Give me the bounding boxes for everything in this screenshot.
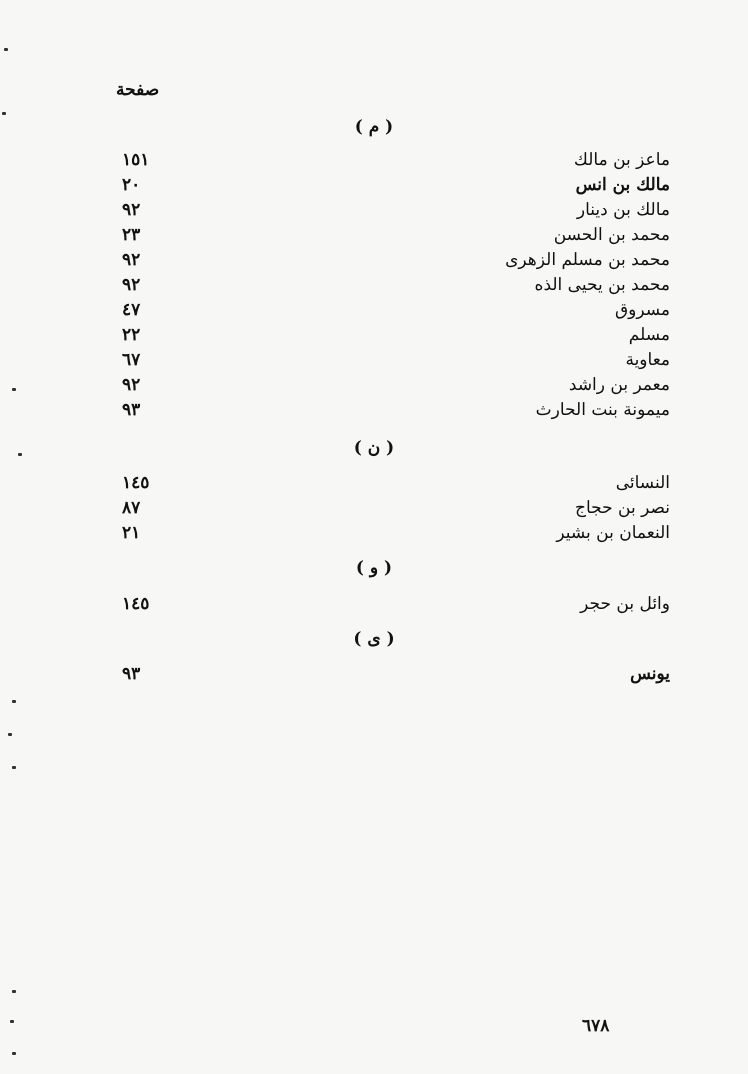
scan-speck	[12, 388, 16, 391]
entry-page: ٢١	[122, 523, 141, 543]
index-entry	[0, 325, 748, 351]
entry-name: مالك بن دينار	[576, 200, 670, 220]
index-entry	[0, 473, 748, 499]
index-entry	[0, 175, 748, 201]
index-entry	[0, 350, 748, 376]
page-column-header: صفحة	[116, 80, 160, 100]
entry-page: ٩٢	[122, 250, 141, 270]
index-entry	[0, 225, 748, 251]
entry-page: ٦٧	[122, 350, 141, 370]
scan-speck	[2, 112, 6, 115]
entry-page: ٩٣	[122, 664, 141, 684]
scan-speck	[12, 990, 16, 993]
index-entry	[0, 375, 748, 401]
entry-name: وائل بن حجر	[580, 594, 670, 614]
entry-name: مسروق	[614, 300, 670, 320]
entry-name: النعمان بن بشير	[556, 523, 670, 543]
scan-speck	[8, 733, 12, 736]
entry-page: ٩٣	[122, 400, 141, 420]
index-entry	[0, 594, 748, 620]
entry-page: ٢٠	[122, 175, 141, 195]
section-heading-ya: ( ى )	[353, 629, 395, 649]
entry-page: ٢٣	[122, 225, 141, 245]
page-number: ٦٧٨	[582, 1016, 610, 1036]
index-entry	[0, 300, 748, 326]
index-entry	[0, 250, 748, 276]
index-entry	[0, 498, 748, 524]
index-entry	[0, 200, 748, 226]
entry-name: معمر بن راشد	[568, 375, 670, 395]
entry-page: ٨٧	[122, 498, 141, 518]
entry-page: ١٤٥	[122, 594, 150, 614]
index-entry	[0, 275, 748, 301]
section-heading-noon: ( ن )	[353, 438, 395, 458]
scan-speck	[10, 1020, 14, 1023]
section-heading-waw: ( و )	[355, 558, 393, 578]
index-entry	[0, 523, 748, 549]
scan-speck	[18, 453, 22, 456]
section-heading-meem: ( م )	[354, 117, 394, 137]
entry-name: النسائى	[615, 473, 670, 493]
entry-page: ٢٢	[122, 325, 141, 345]
entry-name: ماعز بن مالك	[573, 150, 670, 170]
entry-name: محمد بن يحيى الذه	[534, 275, 670, 295]
entry-page: ٩٢	[122, 200, 141, 220]
entry-name: محمد بن الحسن	[553, 225, 670, 245]
entry-name: محمد بن مسلم الزهرى	[505, 250, 670, 270]
scan-speck	[12, 766, 16, 769]
entry-page: ١٤٥	[122, 473, 150, 493]
entry-name: مالك بن انس	[575, 175, 670, 195]
entry-page: ٤٧	[122, 300, 141, 320]
index-entry	[0, 664, 748, 690]
entry-name: يونس	[630, 664, 670, 684]
entry-name: مسلم	[628, 325, 670, 345]
entry-page: ٩٢	[122, 375, 141, 395]
scan-speck	[12, 700, 16, 703]
scan-speck	[4, 48, 8, 51]
index-entry	[0, 400, 748, 426]
index-entry	[0, 150, 748, 176]
entry-page: ٩٢	[122, 275, 141, 295]
scan-speck	[12, 1052, 16, 1055]
entry-name: ميمونة بنت الحارث	[535, 400, 670, 420]
entry-page: ١٥١	[122, 150, 150, 170]
entry-name: نصر بن حجاج	[575, 498, 670, 518]
entry-name: معاوية	[625, 350, 670, 370]
